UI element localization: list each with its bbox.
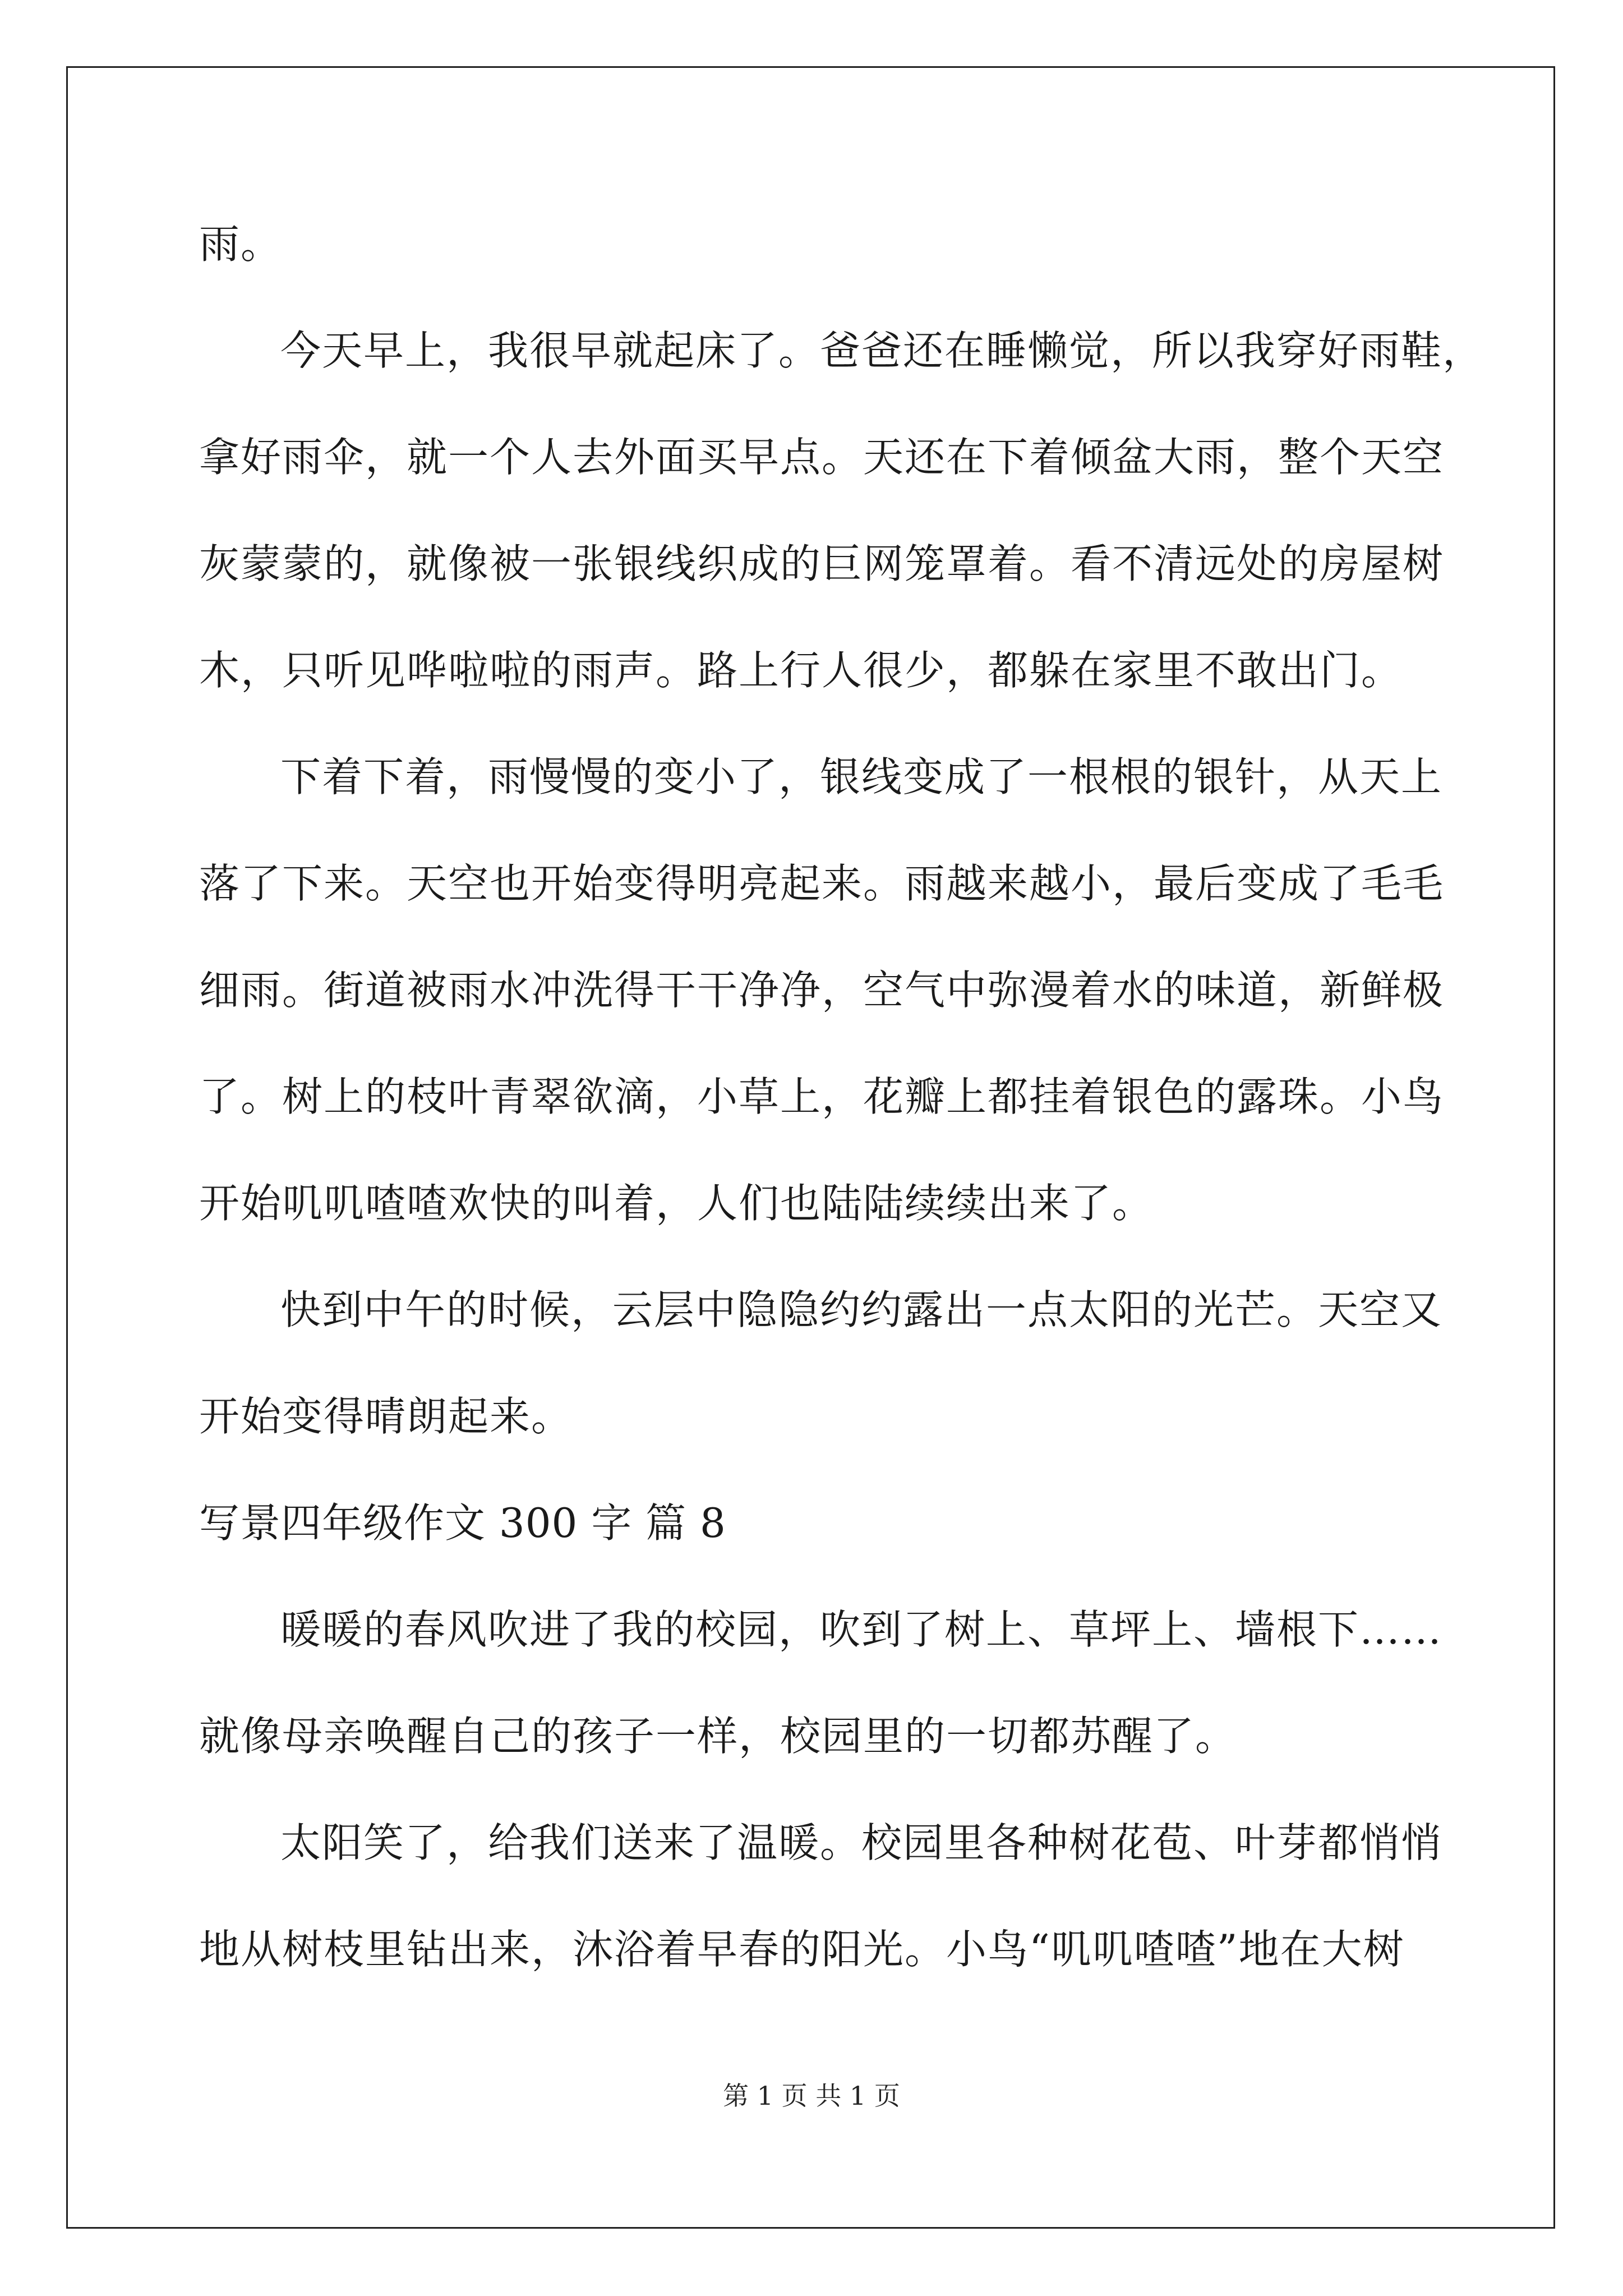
text-line: 了。树上的枝叶青翠欲滴，小草上，花瓣上都挂着银色的露珠。小鸟 [199,1073,1445,1120]
text-line: 木，只听见哗啦啦的雨声。路上行人很少，都躲在家里不敢出门。 [199,647,1403,694]
text-line: 细雨。街道被雨水冲洗得干干净净，空气中弥漫着水的味道，新鲜极 [199,967,1445,1014]
paragraph-start-line: 下着下着，雨慢慢的变小了，银线变成了一根根的银针，从天上 [280,753,1443,800]
text-line: 开始叽叽喳喳欢快的叫着，人们也陆陆续续出来了。 [199,1180,1154,1227]
text-line: 开始变得晴朗起来。 [199,1393,573,1440]
text-line: 拿好雨伞，就一个人去外面买早点。天还在下着倾盆大雨，整个天空 [199,434,1445,481]
text-line: 地从树枝里钻出来，沐浴着早春的阳光。小鸟“叽叽喳喳”地在大树 [199,1926,1405,1973]
paragraph-start-line: 太阳笑了，给我们送来了温暖。校园里各种树花苞、叶芽都悄悄 [280,1819,1443,1866]
paragraph-start-line: 今天早上，我很早就起床了。爸爸还在睡懒觉，所以我穿好雨鞋， [280,327,1484,374]
text-line: 雨。 [199,220,283,268]
paragraph-start-line: 快到中午的时候，云层中隐隐约约露出一点太阳的光芒。天空又 [280,1286,1443,1333]
page-number-footer: 第 1 页 共 1 页 [723,2081,900,2111]
document-body [199,191,1484,2003]
text-line: 灰蒙蒙的，就像被一张银线织成的巨网笼罩着。看不清远处的房屋树 [199,540,1445,587]
paragraph-start-line: 暖暖的春风吹进了我的校园，吹到了树上、草坪上、墙根下…… [280,1606,1443,1653]
text-line: 落了下来。天空也开始变得明亮起来。雨越来越小，最后变成了毛毛 [199,860,1445,907]
section-heading: 写景四年级作文 300 字 篇 8 [199,1499,726,1547]
text-line: 就像母亲唤醒自己的孩子一样，校园里的一切都苏醒了。 [199,1713,1237,1760]
